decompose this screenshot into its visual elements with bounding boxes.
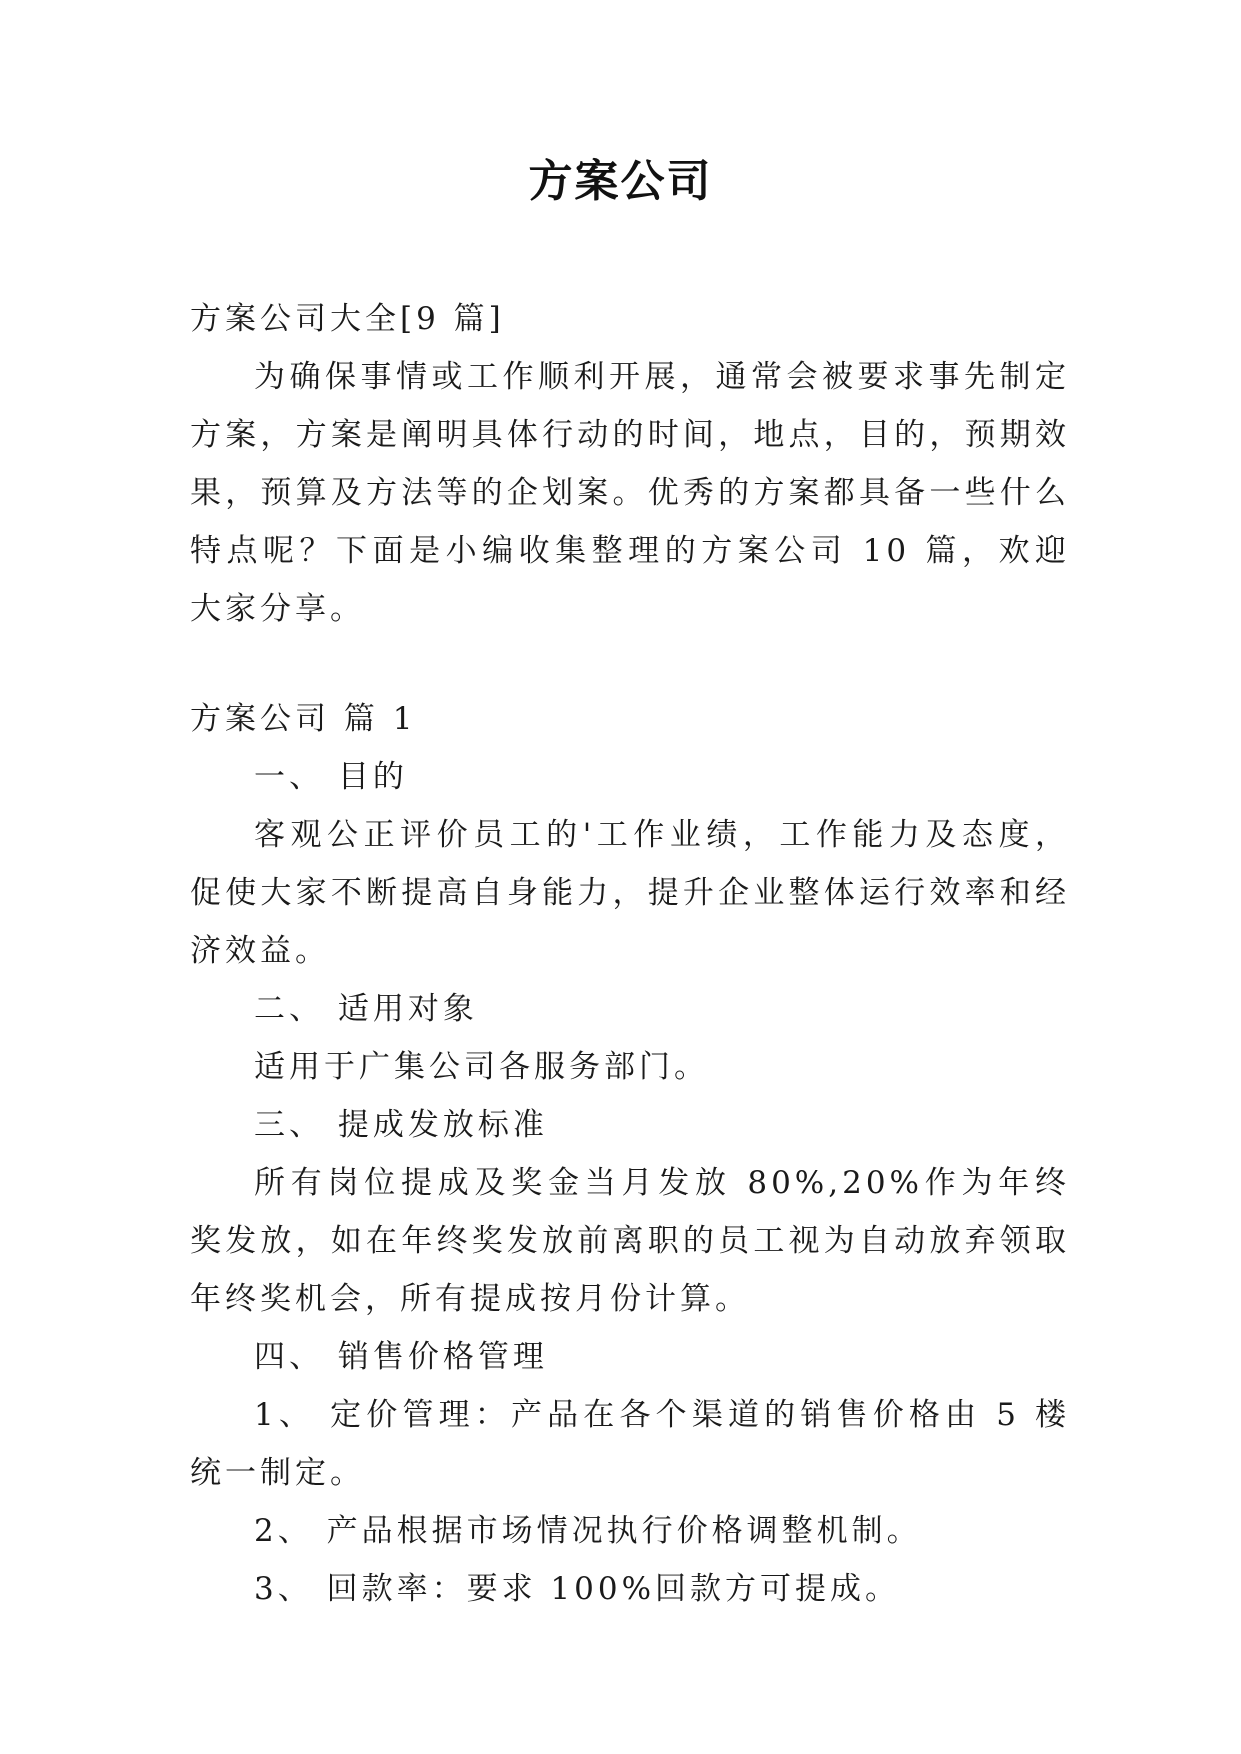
paragraph-pricing-1: 1、 定价管理：产品在各个渠道的销售价格由 5 楼统一制定。 [190,1397,1070,1491]
document-body [190,290,1070,1618]
paragraph-commission: 所有岗位提成及奖金当月发放 80%,20%作为年终奖发放，如在年终奖发放前离职的员工视为自动放弃领取年终奖机会，所有提成按月份计算。 [190,1165,1070,1317]
section-heading: 方案公司 篇 1 [190,701,417,737]
paragraph-scope: 适用于广集公司各服务部门。 [254,1049,709,1085]
heading-purpose: 一、 目的 [254,759,408,795]
heading-scope: 二、 适用对象 [254,991,478,1027]
heading-commission: 三、 提成发放标准 [254,1107,548,1143]
document-title: 方案公司 [528,156,713,207]
document-subtitle: 方案公司大全[9 篇] [190,301,505,337]
paragraph-pricing-2: 2、 产品根据市场情况执行价格调整机制。 [254,1513,922,1549]
paragraph-pricing-3: 3、 回款率：要求 100%回款方可提成。 [254,1571,901,1607]
heading-pricing: 四、 销售价格管理 [254,1339,548,1375]
paragraph-purpose: 客观公正评价员工的'工作业绩，工作能力及态度，促使大家不断提高自身能力，提升企业整体运行效率和经济效益。 [190,817,1070,969]
intro-paragraph: 为确保事情或工作顺利开展，通常会被要求事先制定方案，方案是阐明具体行动的时间，地点，目的，预期效果，预算及方法等的企划案。优秀的方案都具备一些什么特点呢？下面是小编收集整理的方案公司 10 篇，欢迎大家分享。 [190,359,1070,627]
